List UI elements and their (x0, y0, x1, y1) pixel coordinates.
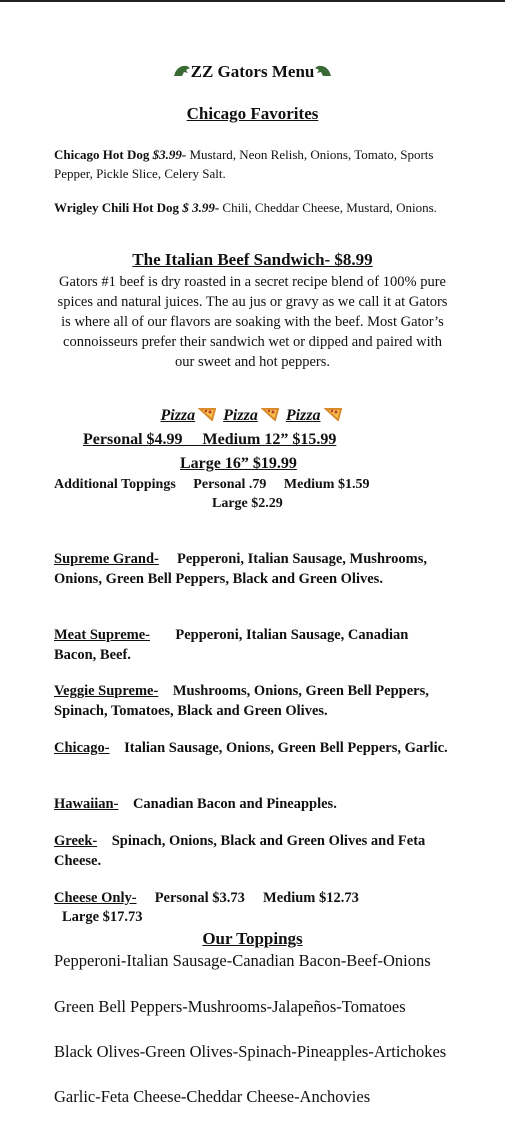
addl-label: Additional Toppings (54, 477, 176, 492)
additional-toppings-row (54, 477, 454, 493)
specialty-desc: Pepperoni, Italian Sausage, Canadian Bacon, Beef. (54, 627, 409, 663)
specialty-meat-supreme (54, 626, 449, 665)
pizza-word: Pizza (223, 407, 258, 424)
specialty-desc: Mushrooms, Onions, Green Bell Peppers, Spinach, Tomatoes, Black and Green Olives. (54, 683, 429, 719)
toppings-line: Green Bell Peppers-Mushrooms-Jalapeños-Tomatoes (54, 997, 406, 1016)
cheese-personal: Personal $3.73 (154, 890, 245, 906)
pizza-large-price: Large 16” $19.99 (180, 455, 297, 472)
specialty-desc: Pepperoni, Italian Sausage, Mushrooms, Onions, Green Bell Peppers, Black and Green Olives. (54, 551, 428, 587)
specialty-chicago (54, 739, 449, 759)
specialty-greek (54, 832, 449, 871)
item-price: $3.99- (152, 147, 187, 162)
specialty-name: Greek- (54, 833, 98, 849)
pizza-personal-price: Personal $4.99 (83, 431, 183, 448)
specialty-name: Meat Supreme- (54, 627, 150, 643)
our-toppings-title: Our Toppings (202, 929, 303, 948)
pizza-sizes-row (83, 431, 423, 449)
italian-beef-title: The Italian Beef Sandwich- $8.99 (132, 250, 373, 269)
addl-personal: Personal .79 (193, 477, 267, 492)
top-border (0, 0, 505, 2)
menu-item-wrigley-chili-hot-dog (54, 198, 454, 217)
cheese-only-name: Cheese Only- (54, 890, 137, 906)
addl-medium: Medium $1.59 (283, 477, 370, 492)
menu-title-row (0, 62, 505, 82)
item-desc: Mustard, Neon Relish, Onions, Tomato, Sports Pepper, Pickle Slice, Celery Salt. (54, 147, 434, 181)
toppings-line: Pepperoni-Italian Sausage-Canadian Bacon-Beef-Onions (54, 951, 431, 970)
pizza-medium-price: Medium 12” $15.99 (202, 431, 337, 448)
pizza-word: Pizza (285, 407, 321, 424)
section-chicago-favorites: Chicago Favorites (186, 104, 319, 123)
gator-icon (173, 64, 191, 78)
item-name: Chicago Hot Dog (54, 147, 150, 162)
pizza-heading (0, 407, 505, 425)
specialty-name: Supreme Grand- (54, 551, 159, 567)
item-price: $ 3.99- (182, 200, 220, 215)
toppings-line: Garlic-Feta Cheese-Cheddar Cheese-Anchovies (54, 1087, 371, 1106)
menu-title: ZZ Gators Menu (190, 62, 315, 81)
cheese-medium: Medium $12.73 (263, 890, 359, 906)
specialty-desc: Canadian Bacon and Pineapples. (132, 796, 337, 812)
cheese-large: Large $17.73 (62, 909, 143, 925)
addl-large: Large $2.29 (212, 496, 283, 511)
pizza-slice-icon (198, 407, 216, 421)
specialty-supreme-grand (54, 550, 449, 589)
specialty-name: Chicago- (54, 740, 110, 756)
specialty-hawaiian (54, 795, 449, 815)
specialty-name: Hawaiian- (54, 796, 119, 812)
cheese-only-row (54, 889, 449, 909)
specialty-desc: Spinach, Onions, Black and Green Olives and Feta Cheese. (54, 833, 426, 869)
pizza-slice-icon (324, 407, 342, 421)
pizza-slice-icon (261, 407, 279, 421)
gator-icon (314, 64, 332, 78)
item-name: Wrigley Chili Hot Dog (54, 200, 180, 215)
specialty-name: Veggie Supreme- (54, 683, 159, 699)
specialty-desc: Italian Sausage, Onions, Green Bell Peppers, Garlic. (124, 740, 448, 756)
toppings-line: Black Olives-Green Olives-Spinach-Pineapples-Artichokes (54, 1042, 447, 1061)
pizza-word: Pizza (160, 407, 196, 424)
menu-item-chicago-hot-dog (54, 145, 454, 183)
specialty-veggie-supreme (54, 682, 449, 721)
italian-beef-description: Gators #1 beef is dry roasted in a secret recipe blend of 100% pure spices and natural juices. The au jus or gravy as we call it at Gators is where all of our flavors are soaking with the beef. Most Gator’s connoisseurs prefer their sandwich wet or dipped and paired with our sweet and hot peppers. (57, 274, 448, 370)
item-desc: Chili, Cheddar Cheese, Mustard, Onions. (222, 200, 437, 215)
